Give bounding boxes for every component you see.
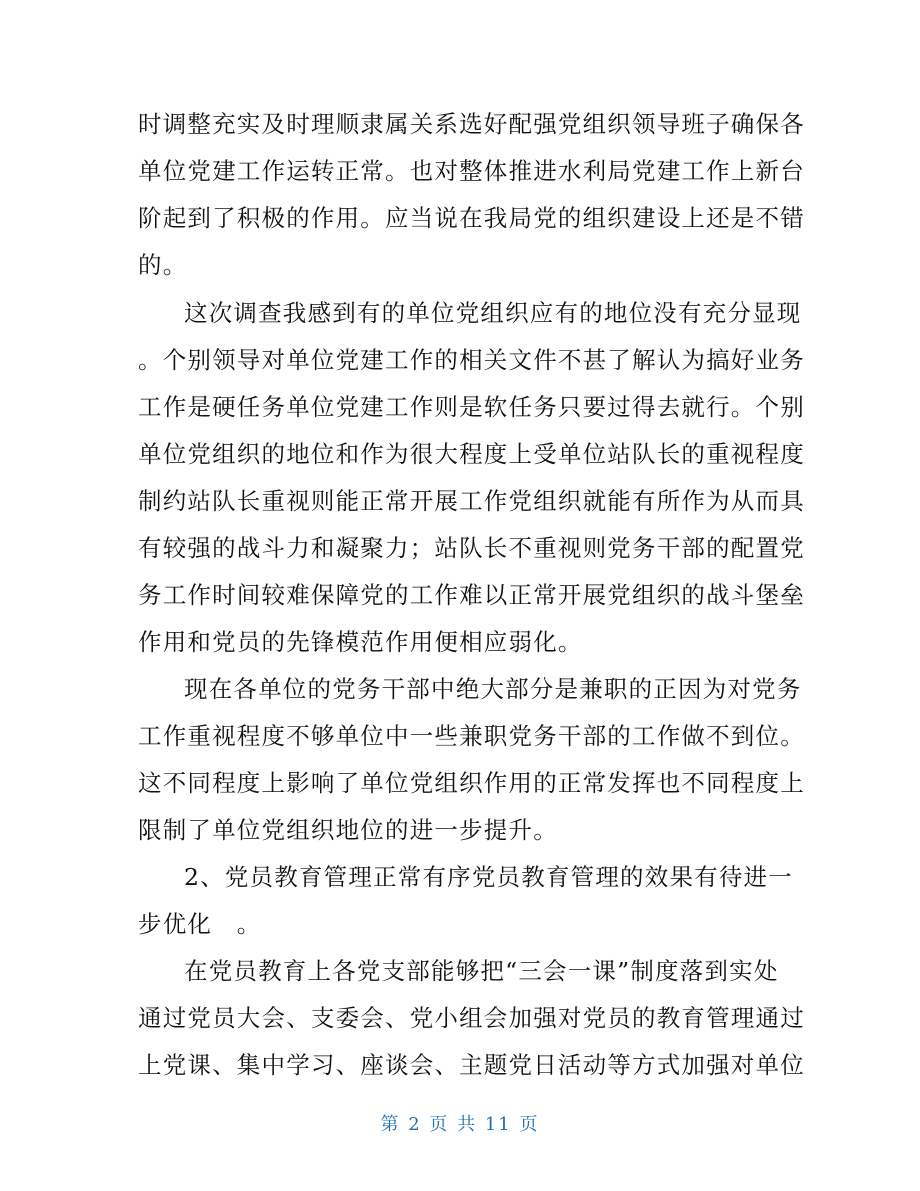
text-line: 上党课、集中学习、座谈会、主题党日活动等方式加强对单位 <box>138 1051 805 1079</box>
section-heading-line: 步优化 。 <box>138 910 262 938</box>
text-line: 工作是硬任务单位党建工作则是软任务只要过得去就行。个别 <box>138 393 805 421</box>
text-line: 务工作时间较难保障党的工作难以正常开展党组织的战斗堡垒 <box>138 581 805 609</box>
text-line: 阶起到了积极的作用。应当说在我局党的组织建设上还是不错 <box>138 204 805 232</box>
paragraph-start-line: 这次调查我感到有的单位党组织应有的地位没有充分显现 <box>184 299 802 327</box>
text-line: 有较强的战斗力和凝聚力；站队长不重视则党务干部的配置党 <box>138 534 805 562</box>
page-number-footer: 第 2 页 共 11 页 <box>380 1114 540 1135</box>
text-line: 工作重视程度不够单位中一些兼职党务干部的工作做不到位。 <box>138 722 805 750</box>
text-line: 作用和党员的先锋模范作用便相应弱化。 <box>138 628 583 656</box>
text-line: 这不同程度上影响了单位党组织作用的正常发挥也不同程度上 <box>138 769 805 797</box>
text-line: 单位党组织的地位和作为很大程度上受单位站队长的重视程度 <box>138 440 805 468</box>
text-line: 。个别领导对单位党建工作的相关文件不甚了解认为搞好业务 <box>138 346 805 374</box>
text-line: 单位党建工作运转正常。也对整体推进水利局党建工作上新台 <box>138 157 805 185</box>
text-line: 制约站队长重视则能正常开展工作党组织就能有所作为从而具 <box>138 487 805 515</box>
paragraph-start-line: 现在各单位的党务干部中绝大部分是兼职的正因为对党务 <box>184 675 802 703</box>
section-heading-line: 2、党员教育管理正常有序党员教育管理的效果有待进一 <box>184 863 793 891</box>
paragraph-start-line: 在党员教育上各党支部能够把“三会一课”制度落到实处 <box>184 957 779 985</box>
text-line: 的。 <box>138 251 188 279</box>
text-line: 通过党员大会、支委会、党小组会加强对党员的教育管理通过 <box>138 1004 805 1032</box>
text-line: 限制了单位党组织地位的进一步提升。 <box>138 816 558 844</box>
text-line: 时调整充实及时理顺隶属关系选好配强党组织领导班子确保各 <box>138 110 805 138</box>
